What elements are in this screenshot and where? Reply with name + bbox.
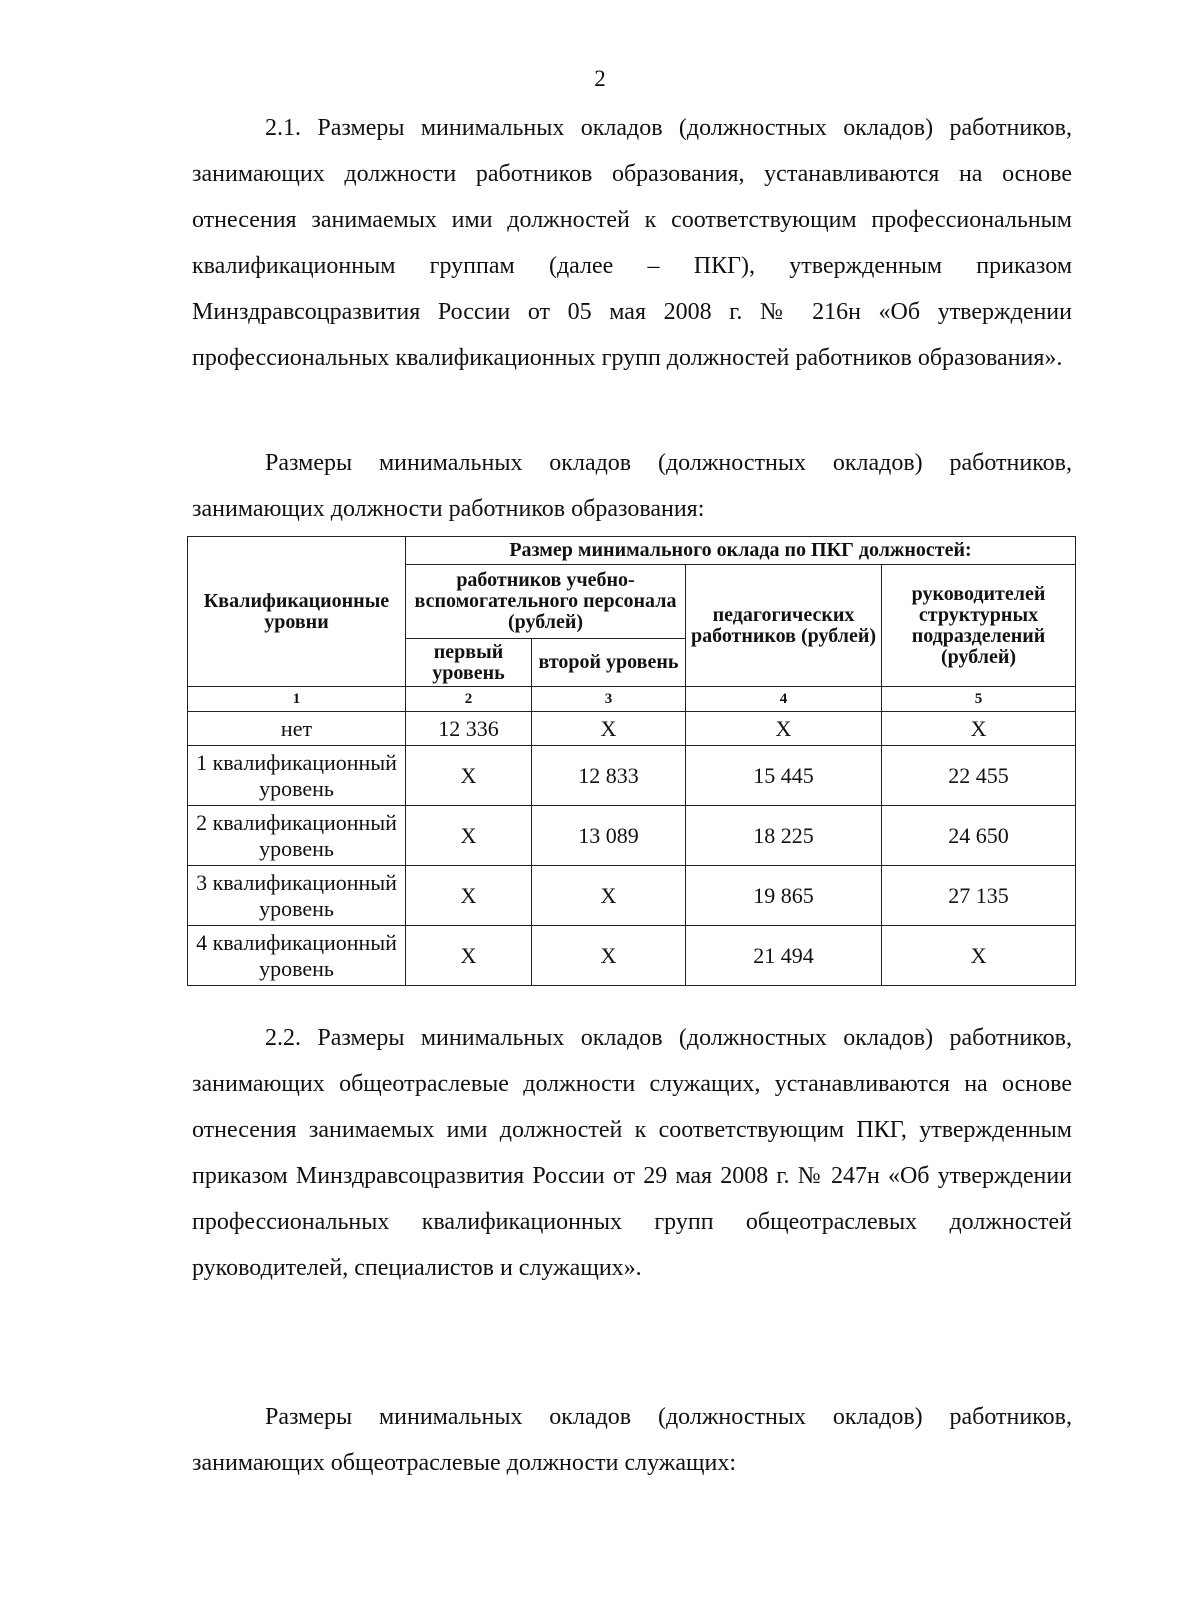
level-cell: нет — [188, 712, 406, 746]
header-second-level: второй уровень — [532, 639, 686, 687]
value-cell: Х — [406, 926, 532, 986]
table-row — [188, 746, 1076, 806]
value-cell: 12 833 — [532, 746, 686, 806]
value-cell: Х — [406, 806, 532, 866]
value-cell: 24 650 — [882, 806, 1076, 866]
header-salary-group: Размер минимального оклада по ПКГ должностей: — [406, 537, 1076, 565]
level-cell: 1 квалификационный уровень — [188, 746, 406, 806]
value-cell: Х — [532, 926, 686, 986]
value-cell: 21 494 — [686, 926, 882, 986]
value-cell: 22 455 — [882, 746, 1076, 806]
value-cell: Х — [532, 712, 686, 746]
column-number: 3 — [532, 687, 686, 712]
header-aux-staff: работников учебно-вспомогательного персонала (рублей) — [406, 565, 686, 639]
value-cell: Х — [406, 746, 532, 806]
value-cell: Х — [532, 866, 686, 926]
header-pedagogical: педагогических работников (рублей) — [686, 565, 882, 687]
value-cell: 13 089 — [532, 806, 686, 866]
value-cell: Х — [686, 712, 882, 746]
header-first-level: первый уровень — [406, 639, 532, 687]
level-cell: 4 квалификационный уровень — [188, 926, 406, 986]
value-cell: 27 135 — [882, 866, 1076, 926]
column-number: 4 — [686, 687, 882, 712]
table-row — [188, 712, 1076, 746]
header-heads: руководителей структурных подразделений (рублей) — [882, 565, 1076, 687]
column-number: 5 — [882, 687, 1076, 712]
column-number: 2 — [406, 687, 532, 712]
paragraph-2-2: 2.2. Размеры минимальных окладов (должностных окладов) работников, занимающих общеотраслевые должности служащих, устанавливаются на основе отнесения занимаемых ими должностей к соответствующим ПКГ, утвержденным приказом Минздравсоцразвития России от 29 мая 2008 г. № 247н «Об утверждении профессиональных квалификационных групп общеотраслевых должностей руководителей, специалистов и служащих». — [192, 1025, 1072, 1281]
page-number: 2 — [594, 66, 606, 91]
table-row — [188, 806, 1076, 866]
paragraph-table-intro: Размеры минимальных окладов (должностных окладов) работников, занимающих должности работников образования: — [192, 450, 1072, 522]
value-cell: 19 865 — [686, 866, 882, 926]
table-row — [188, 866, 1076, 926]
salary-table — [187, 536, 1076, 986]
value-cell: 18 225 — [686, 806, 882, 866]
table-row — [188, 926, 1076, 986]
value-cell: Х — [882, 926, 1076, 986]
value-cell: Х — [882, 712, 1076, 746]
level-cell: 2 квалификационный уровень — [188, 806, 406, 866]
level-cell: 3 квалификационный уровень — [188, 866, 406, 926]
column-number: 1 — [188, 687, 406, 712]
value-cell: 15 445 — [686, 746, 882, 806]
value-cell: Х — [406, 866, 532, 926]
paragraph-second-table-intro: Размеры минимальных окладов (должностных окладов) работников, занимающих общеотраслевые должности служащих: — [192, 1404, 1072, 1476]
header-qualification-levels: Квалификационные уровни — [188, 537, 406, 687]
paragraph-2-1: 2.1. Размеры минимальных окладов (должностных окладов) работников, занимающих должности работников образования, устанавливаются на основе отнесения занимаемых ими должностей к соответствующим профессиональным квалификационным группам (далее – ПКГ), утвержденным приказом Минздравсоцразвития России от 05 мая 2008 г. № 216н «Об утверждении профессиональных квалификационных групп должностей работников образования». — [192, 115, 1072, 371]
value-cell: 12 336 — [406, 712, 532, 746]
